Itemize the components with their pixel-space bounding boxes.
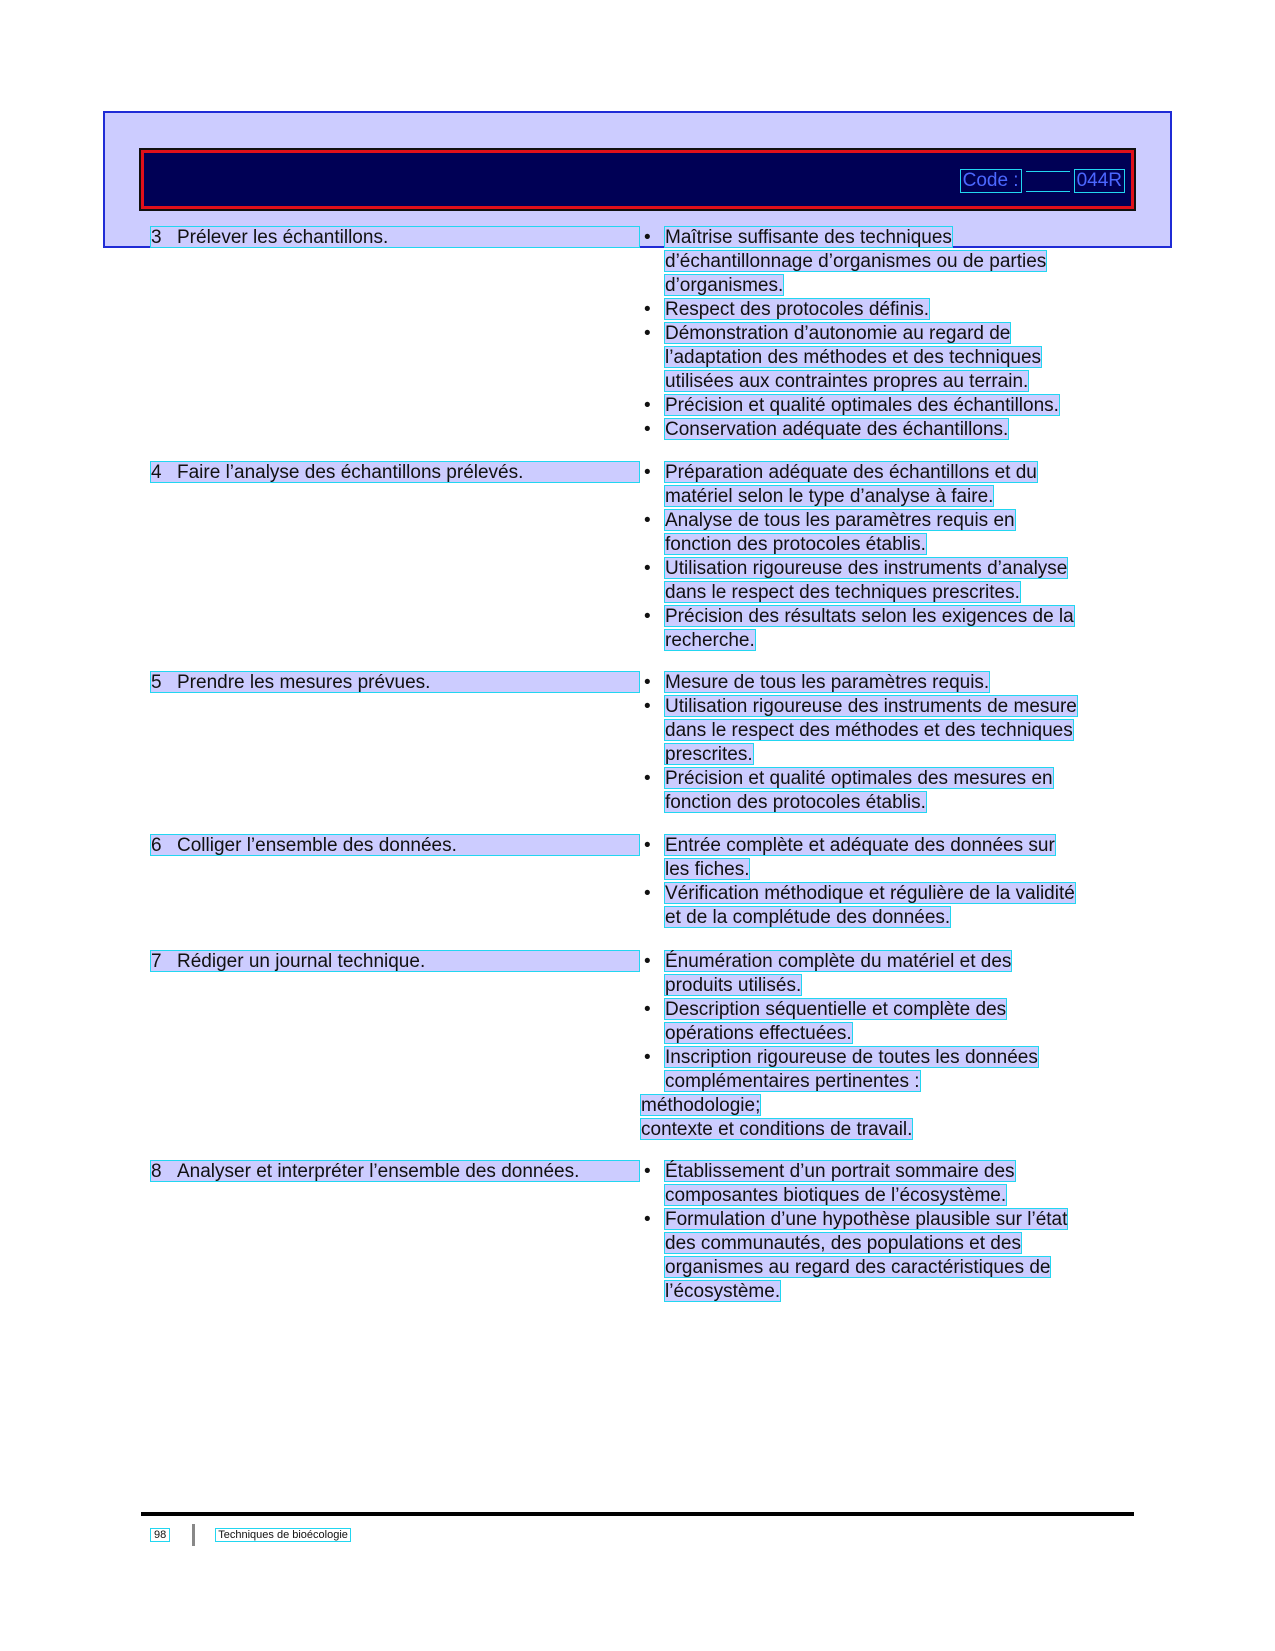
criterion-line: recherche. (665, 630, 755, 651)
criterion-subitem-text: méthodologie; (641, 1095, 761, 1116)
element-title (150, 834, 640, 856)
footer-divider (192, 1524, 195, 1546)
criterion-line: complémentaires pertinentes : (665, 1071, 920, 1092)
footer-rule (141, 1512, 1134, 1516)
criterion-line: matériel selon le type d’analyse à faire. (665, 486, 994, 507)
criterion-line: Conservation adéquate des échantillons. (665, 419, 1009, 440)
criterion-line: dans le respect des techniques prescrites. (665, 582, 1020, 603)
criterion-item (640, 1046, 1110, 1094)
criterion-line: produits utilisés. (665, 975, 802, 996)
criterion-item (640, 394, 1110, 418)
header-title-bar (141, 150, 1134, 209)
criterion-line: prescrites. (665, 744, 753, 765)
element-number: 4 (151, 462, 162, 483)
performance-criteria (640, 950, 1110, 1142)
criterion-item (640, 509, 1110, 557)
criterion-subitem-text: contexte et conditions de travail. (641, 1119, 913, 1140)
page-number: 98 (150, 1528, 170, 1542)
element-title (150, 226, 640, 248)
criterion-line: Analyse de tous les paramètres requis en (665, 510, 1015, 531)
criterion-line: opérations effectuées. (665, 1023, 852, 1044)
criterion-item (640, 998, 1110, 1046)
criterion-item (640, 226, 1110, 298)
element-title-text: Prélever les échantillons. (177, 227, 389, 248)
criterion-line: Formulation d’une hypothèse plausible sur l’état (665, 1209, 1068, 1230)
criterion-item (640, 834, 1110, 882)
criterion-line: Préparation adéquate des échantillons et du (665, 462, 1037, 483)
criterion-subitem (640, 1094, 1110, 1118)
element-title-text: Faire l’analyse des échantillons prélevés. (177, 462, 524, 483)
element-title-text: Rédiger un journal technique. (177, 951, 426, 972)
criterion-line: Description séquentielle et complète des (665, 999, 1007, 1020)
criterion-line: d’organismes. (665, 275, 784, 296)
criterion-item (640, 557, 1110, 605)
criterion-item (640, 695, 1110, 767)
criterion-line: et de la complétude des données. (665, 907, 951, 928)
criterion-item (640, 322, 1110, 394)
element-number: 6 (151, 835, 162, 856)
criterion-line: Précision et qualité optimales des échantillons. (665, 395, 1059, 416)
criterion-line: Démonstration d’autonomie au regard de (665, 323, 1011, 344)
criterion-line: Énumération complète du matériel et des (665, 951, 1012, 972)
criterion-item (640, 882, 1110, 930)
criterion-line: Utilisation rigoureuse des instruments d’analyse (665, 558, 1068, 579)
criterion-line: Entrée complète et adéquate des données sur (665, 835, 1055, 856)
criterion-item (640, 767, 1110, 815)
criterion-item (640, 605, 1110, 653)
element-title (150, 1160, 640, 1182)
criterion-item (640, 298, 1110, 322)
criterion-line: des communautés, des populations et des (665, 1233, 1021, 1254)
code-label: Code : (960, 169, 1022, 193)
criterion-line: Précision et qualité optimales des mesures en (665, 768, 1053, 789)
code-value: 044R (1074, 169, 1125, 193)
element-number: 3 (151, 227, 162, 248)
program-code (960, 170, 1125, 192)
performance-criteria (640, 671, 1110, 815)
criterion-line: utilisées aux contraintes propres au terrain. (665, 371, 1029, 392)
element-title-text: Prendre les mesures prévues. (177, 672, 431, 693)
code-separator (1026, 171, 1070, 192)
performance-criteria (640, 461, 1110, 653)
element-title (150, 671, 640, 693)
element-number: 8 (151, 1161, 162, 1182)
criterion-subitem (640, 1118, 1110, 1142)
criterion-line: fonction des protocoles établis. (665, 534, 926, 555)
criterion-line: l’adaptation des méthodes et des techniques (665, 347, 1042, 368)
element-number: 5 (151, 672, 162, 693)
criterion-line: Établissement d’un portrait sommaire des (665, 1161, 1015, 1182)
criterion-line: d’échantillonnage d’organismes ou de parties (665, 251, 1047, 272)
criterion-line: organismes au regard des caractéristiques de (665, 1257, 1051, 1278)
criterion-line: fonction des protocoles établis. (665, 792, 926, 813)
footer (150, 1524, 351, 1546)
criterion-line: Maîtrise suffisante des techniques (665, 227, 952, 248)
criterion-line: Précision des résultats selon les exigences de la (665, 606, 1074, 627)
criterion-line: Inscription rigoureuse de toutes les données (665, 1047, 1038, 1068)
element-number: 7 (151, 951, 162, 972)
criterion-line: Respect des protocoles définis. (665, 299, 930, 320)
element-title-text: Colliger l’ensemble des données. (177, 835, 457, 856)
criterion-line: dans le respect des méthodes et des techniques (665, 720, 1073, 741)
performance-criteria (640, 834, 1110, 930)
criterion-item (640, 418, 1110, 442)
footer-title: Techniques de bioécologie (215, 1528, 351, 1542)
criterion-line: l’écosystème. (665, 1281, 781, 1302)
criterion-line: Utilisation rigoureuse des instruments de mesure (665, 696, 1077, 717)
criterion-item (640, 950, 1110, 998)
criterion-item (640, 1160, 1110, 1208)
performance-criteria (640, 226, 1110, 442)
criterion-line: composantes biotiques de l’écosystème. (665, 1185, 1007, 1206)
criterion-item (640, 1208, 1110, 1304)
performance-criteria (640, 1160, 1110, 1304)
criterion-item (640, 461, 1110, 509)
criterion-line: les fiches. (665, 859, 750, 880)
criterion-item (640, 671, 1110, 695)
criterion-line: Mesure de tous les paramètres requis. (665, 672, 990, 693)
criterion-line: Vérification méthodique et régulière de la validité (665, 883, 1075, 904)
element-title-text: Analyser et interpréter l’ensemble des données. (177, 1161, 580, 1182)
element-title (150, 461, 640, 483)
element-title (150, 950, 640, 972)
